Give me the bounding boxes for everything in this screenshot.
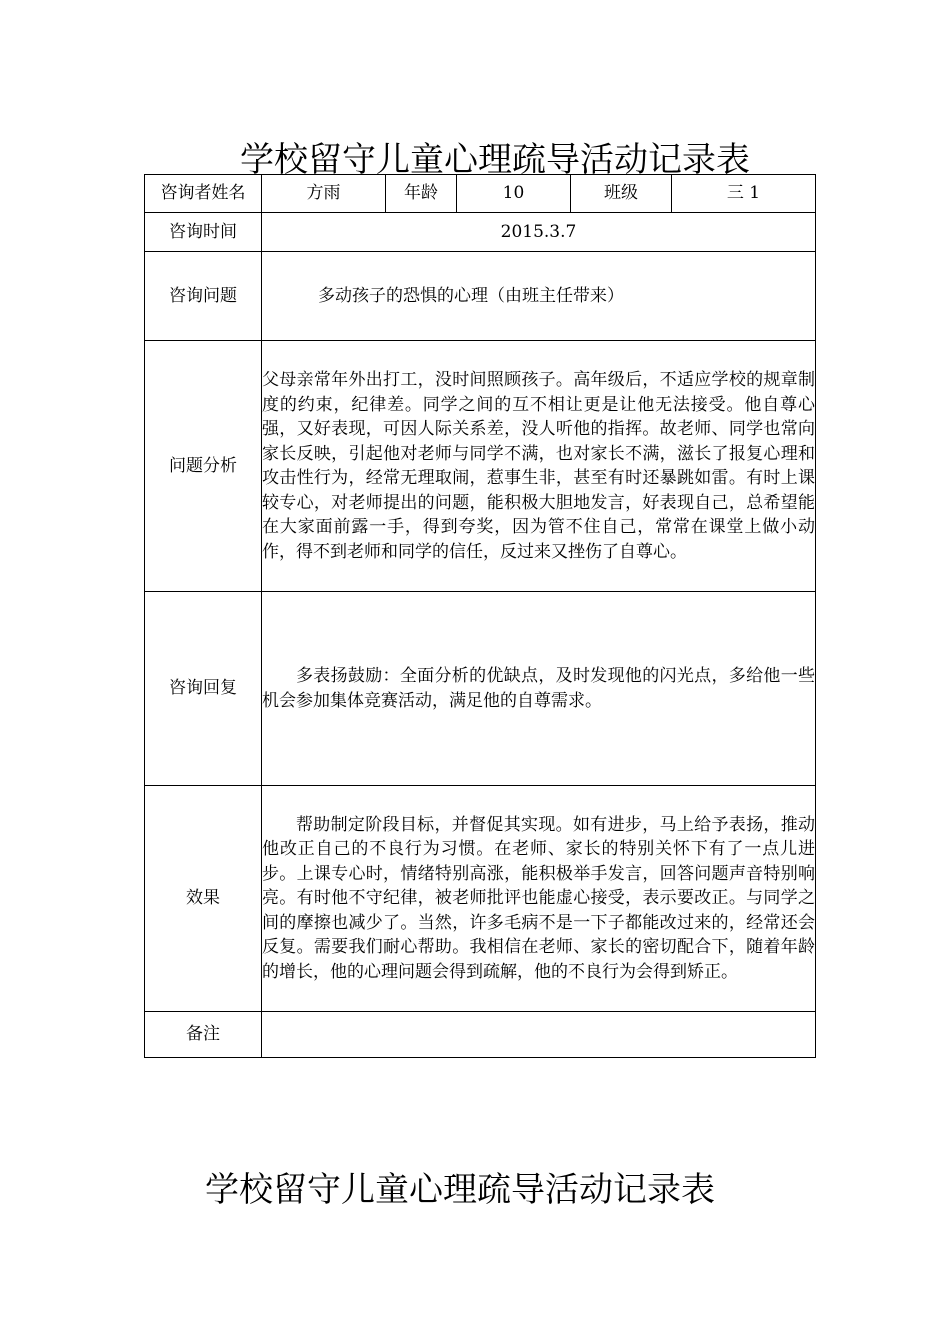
row-time — [145, 213, 816, 252]
name-value: 方雨 — [262, 175, 386, 213]
record-table — [144, 174, 816, 1058]
analysis-label: 问题分析 — [145, 341, 262, 592]
class-label: 班级 — [571, 175, 672, 213]
name-label: 咨询者姓名 — [145, 175, 262, 213]
age-value: 10 — [457, 175, 571, 213]
time-value: 2015.3.7 — [262, 213, 816, 252]
problem-value: 多动孩子的恐惧的心理（由班主任带来） — [318, 285, 624, 306]
effect-label: 效果 — [145, 786, 262, 1012]
document-title: 学校留守儿童心理疏导活动记录表 — [240, 140, 750, 180]
row-problem — [145, 252, 816, 341]
row-reply — [145, 592, 816, 786]
reply-label: 咨询回复 — [145, 592, 262, 786]
second-document-title: 学校留守儿童心理疏导活动记录表 — [205, 1170, 715, 1210]
reply-value: 多表扬鼓励：全面分析的优缺点，及时发现他的闪光点，多给他一些机会参加集体竞赛活动，满足他的自尊需求。 — [262, 666, 815, 711]
analysis-value: 父母亲常年外出打工，没时间照顾孩子。高年级后，不适应学校的规章制度的约束，纪律差。同学之间的互不相让更是让他无法接受。他自尊心强，又好表现，可因人际关系差，没人听他的指挥。故老师、同学也常向家长反映，引起他对老师与同学不满，也对家长不满，滋长了报复心理和攻击性行为，经常无理取闹，惹事生非，甚至有时还暴跳如雷。有时上课较专心，对老师提出的问题，能积极大胆地发言，好表现自己，总希望能在大家面前露一手，得到夸奖，因为管不住自己，常常在课堂上做小动作，得不到老师和同学的信任，反过来又挫伤了自尊心。 — [262, 370, 815, 562]
row-basic-info — [145, 175, 816, 213]
age-label: 年龄 — [386, 175, 457, 213]
problem-label: 咨询问题 — [145, 252, 262, 341]
class-value: 三 1 — [672, 175, 816, 213]
remarks-value — [262, 1012, 816, 1058]
effect-value: 帮助制定阶段目标，并督促其实现。如有进步，马上给予表扬，推动他改正自己的不良行为习惯。在老师、家长的特别关怀下有了一点儿进步。上课专心时，情绪特别高涨，能积极举手发言，回答问题声音特别响亮。有时他不守纪律，被老师批评也能虚心接受，表示要改正。与同学之间的摩擦也减少了。当然，许多毛病不是一下子都能改过来的，经常还会反复。需要我们耐心帮助。我相信在老师、家长的密切配合下，随着年龄的增长，他的心理问题会得到疏解，他的不良行为会得到矫正。 — [262, 814, 815, 982]
row-remarks — [145, 1012, 816, 1058]
row-effect — [145, 786, 816, 1012]
row-analysis — [145, 341, 816, 592]
time-label: 咨询时间 — [145, 213, 262, 252]
remarks-label: 备注 — [145, 1012, 262, 1058]
